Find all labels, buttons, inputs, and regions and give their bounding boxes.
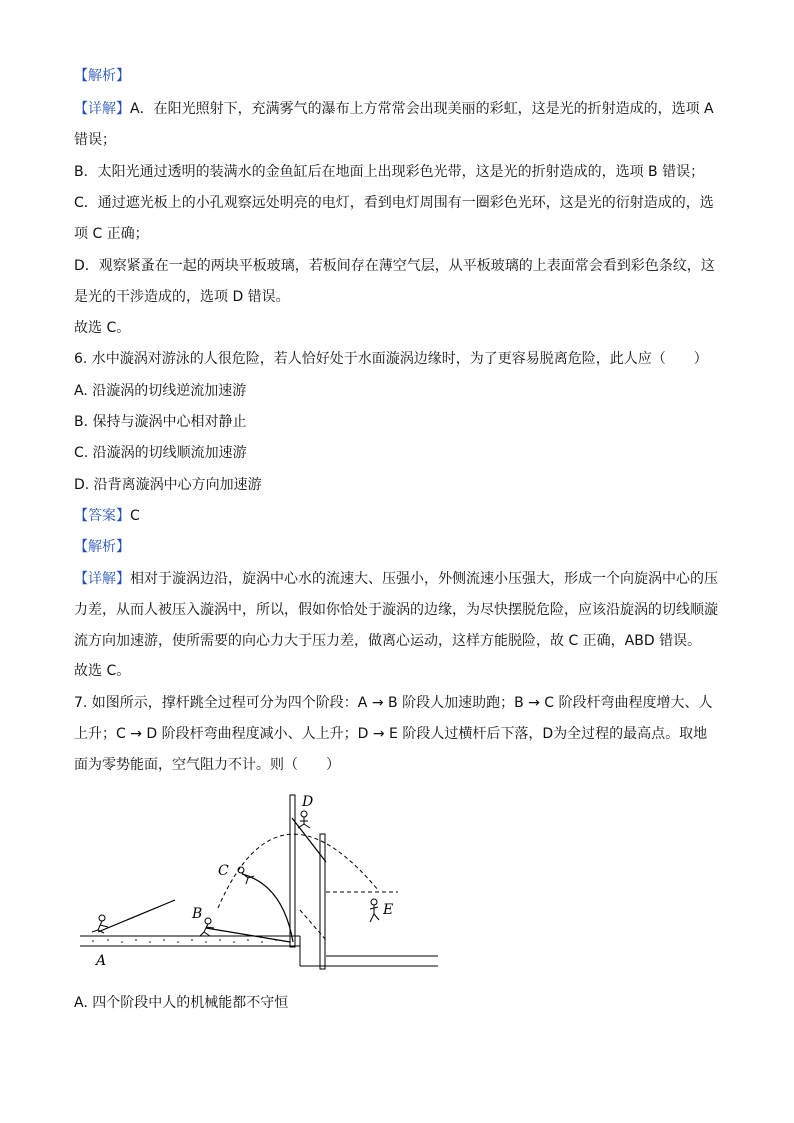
paragraph-text: 相对于漩涡边沿，旋涡中心水的流速大、压强小，外侧流速小压强大，形成一个向旋涡中心的压 [130, 571, 718, 587]
paragraph-text: 6. 水中漩涡对游泳的人很危险，若人恰好处于水面漩涡边缘时，为了更容易脱离危险，此人应（ ） [74, 351, 708, 367]
paragraph-text: C．通过遮光板上的小孔观察远处明亮的电灯，看到电灯周围有一圈彩色光环，这是光的衍射造成的，选 [74, 195, 714, 211]
q6-a [74, 381, 246, 401]
paragraph-text: A. 沿漩涡的切线逆流加速游 [74, 383, 247, 399]
section-tag: 【答案】 [74, 508, 130, 524]
q6-b [74, 412, 247, 432]
choose-1 [74, 318, 130, 338]
section-tag: 【解析】 [74, 539, 130, 555]
detail-3b [74, 224, 149, 244]
label-E: E [383, 902, 394, 918]
answer-6 [74, 506, 140, 526]
detail-6b [74, 600, 718, 620]
analysis-tag-2 [74, 537, 130, 557]
ground-dots [92, 939, 291, 943]
detail-4 [74, 256, 715, 276]
pole-dashed-1 [300, 910, 326, 940]
label-D: D [302, 794, 314, 810]
section-tag: 【详解】 [74, 571, 130, 587]
section-tag: 【详解】 [74, 101, 130, 117]
detail-2 [74, 162, 704, 182]
paragraph-text: D．观察紧蚤在一起的两块平板玻璃，若板间存在薄空气层，从平板玻璃的上表面常会看到彩色条纹，这 [74, 258, 715, 274]
detail-4b [74, 287, 290, 307]
q6-d [74, 475, 262, 495]
paragraph-text: C. 沿漩涡的切线顺流加速游 [74, 445, 247, 461]
paragraph-text: A. 四个阶段中人的机械能都不守恒 [74, 995, 289, 1011]
athlete-A [92, 915, 108, 933]
paragraph-text: B．太阳光通过透明的装满水的金鱼缸后在地面上出现彩色光带，这是光的折射造成的，选项 B 错误； [74, 164, 705, 180]
q6-c [74, 443, 247, 463]
q7a [74, 693, 713, 713]
label-B: B [192, 906, 203, 922]
q7b [74, 724, 707, 744]
athlete-E [370, 899, 379, 922]
trajectory-dashed [218, 834, 378, 908]
paragraph-text: A．在阳光照射下，充满雾气的瀑布上方常常会出现美丽的彩虹，这是光的折射造成的，选项 A [130, 101, 714, 117]
paragraph-text: 故选 C。 [74, 320, 131, 336]
paragraph-text: 7. 如图所示，撑杆跳全过程可分为四个阶段：A → B 阶段人加速助跑；B → C 阶段杆弯曲程度增大、人 [74, 695, 713, 711]
pole-C [242, 874, 293, 942]
q7c [74, 755, 340, 775]
q7-a [74, 993, 288, 1013]
pole-A [98, 900, 175, 932]
paragraph-text: 流方向加速游，使所需要的向心力大于压力差，做离心运动，这样方能脱险，故 C 正确，ABD 错误。 [74, 633, 702, 649]
label-A: A [96, 953, 107, 969]
athlete-D [298, 811, 310, 828]
label-C: C [218, 863, 229, 879]
paragraph-text: 错误； [74, 132, 116, 148]
paragraph-text: 故选 C。 [74, 663, 131, 679]
crossbar [292, 818, 326, 862]
detail-6a [74, 569, 718, 589]
paragraph-text: 面为零势能面，空气阻力不计。则（ ） [74, 757, 340, 773]
paragraph-text: 上升；C → D 阶段杆弯曲程度减小、人上升；D → E 阶段人过横杆后下落，D为全过程的最高点。取地 [74, 726, 708, 742]
paragraph-text: 力差，从而人被压入漩涡中，所以，假如你恰处于漩涡的边缘，为尽快摆脱危险，应该沿旋涡的切线顺漩 [74, 602, 718, 618]
analysis-tag-1 [74, 66, 130, 86]
paragraph-text: B. 保持与漩涡中心相对静止 [74, 414, 247, 430]
paragraph-text: 项 C 正确； [74, 226, 149, 242]
paragraph-text: 是光的干涉造成的，选项 D 错误。 [74, 289, 290, 305]
q6 [74, 349, 708, 369]
paragraph-text: C [130, 508, 140, 524]
detail-6c [74, 631, 701, 651]
choose-2 [74, 661, 130, 681]
detail-1b [74, 130, 116, 150]
pole-vault-figure [78, 790, 448, 980]
detail-3 [74, 193, 714, 213]
paragraph-text: D. 沿背离漩涡中心方向加速游 [74, 477, 262, 493]
section-tag: 【解析】 [74, 68, 130, 84]
detail-1 [74, 99, 714, 119]
